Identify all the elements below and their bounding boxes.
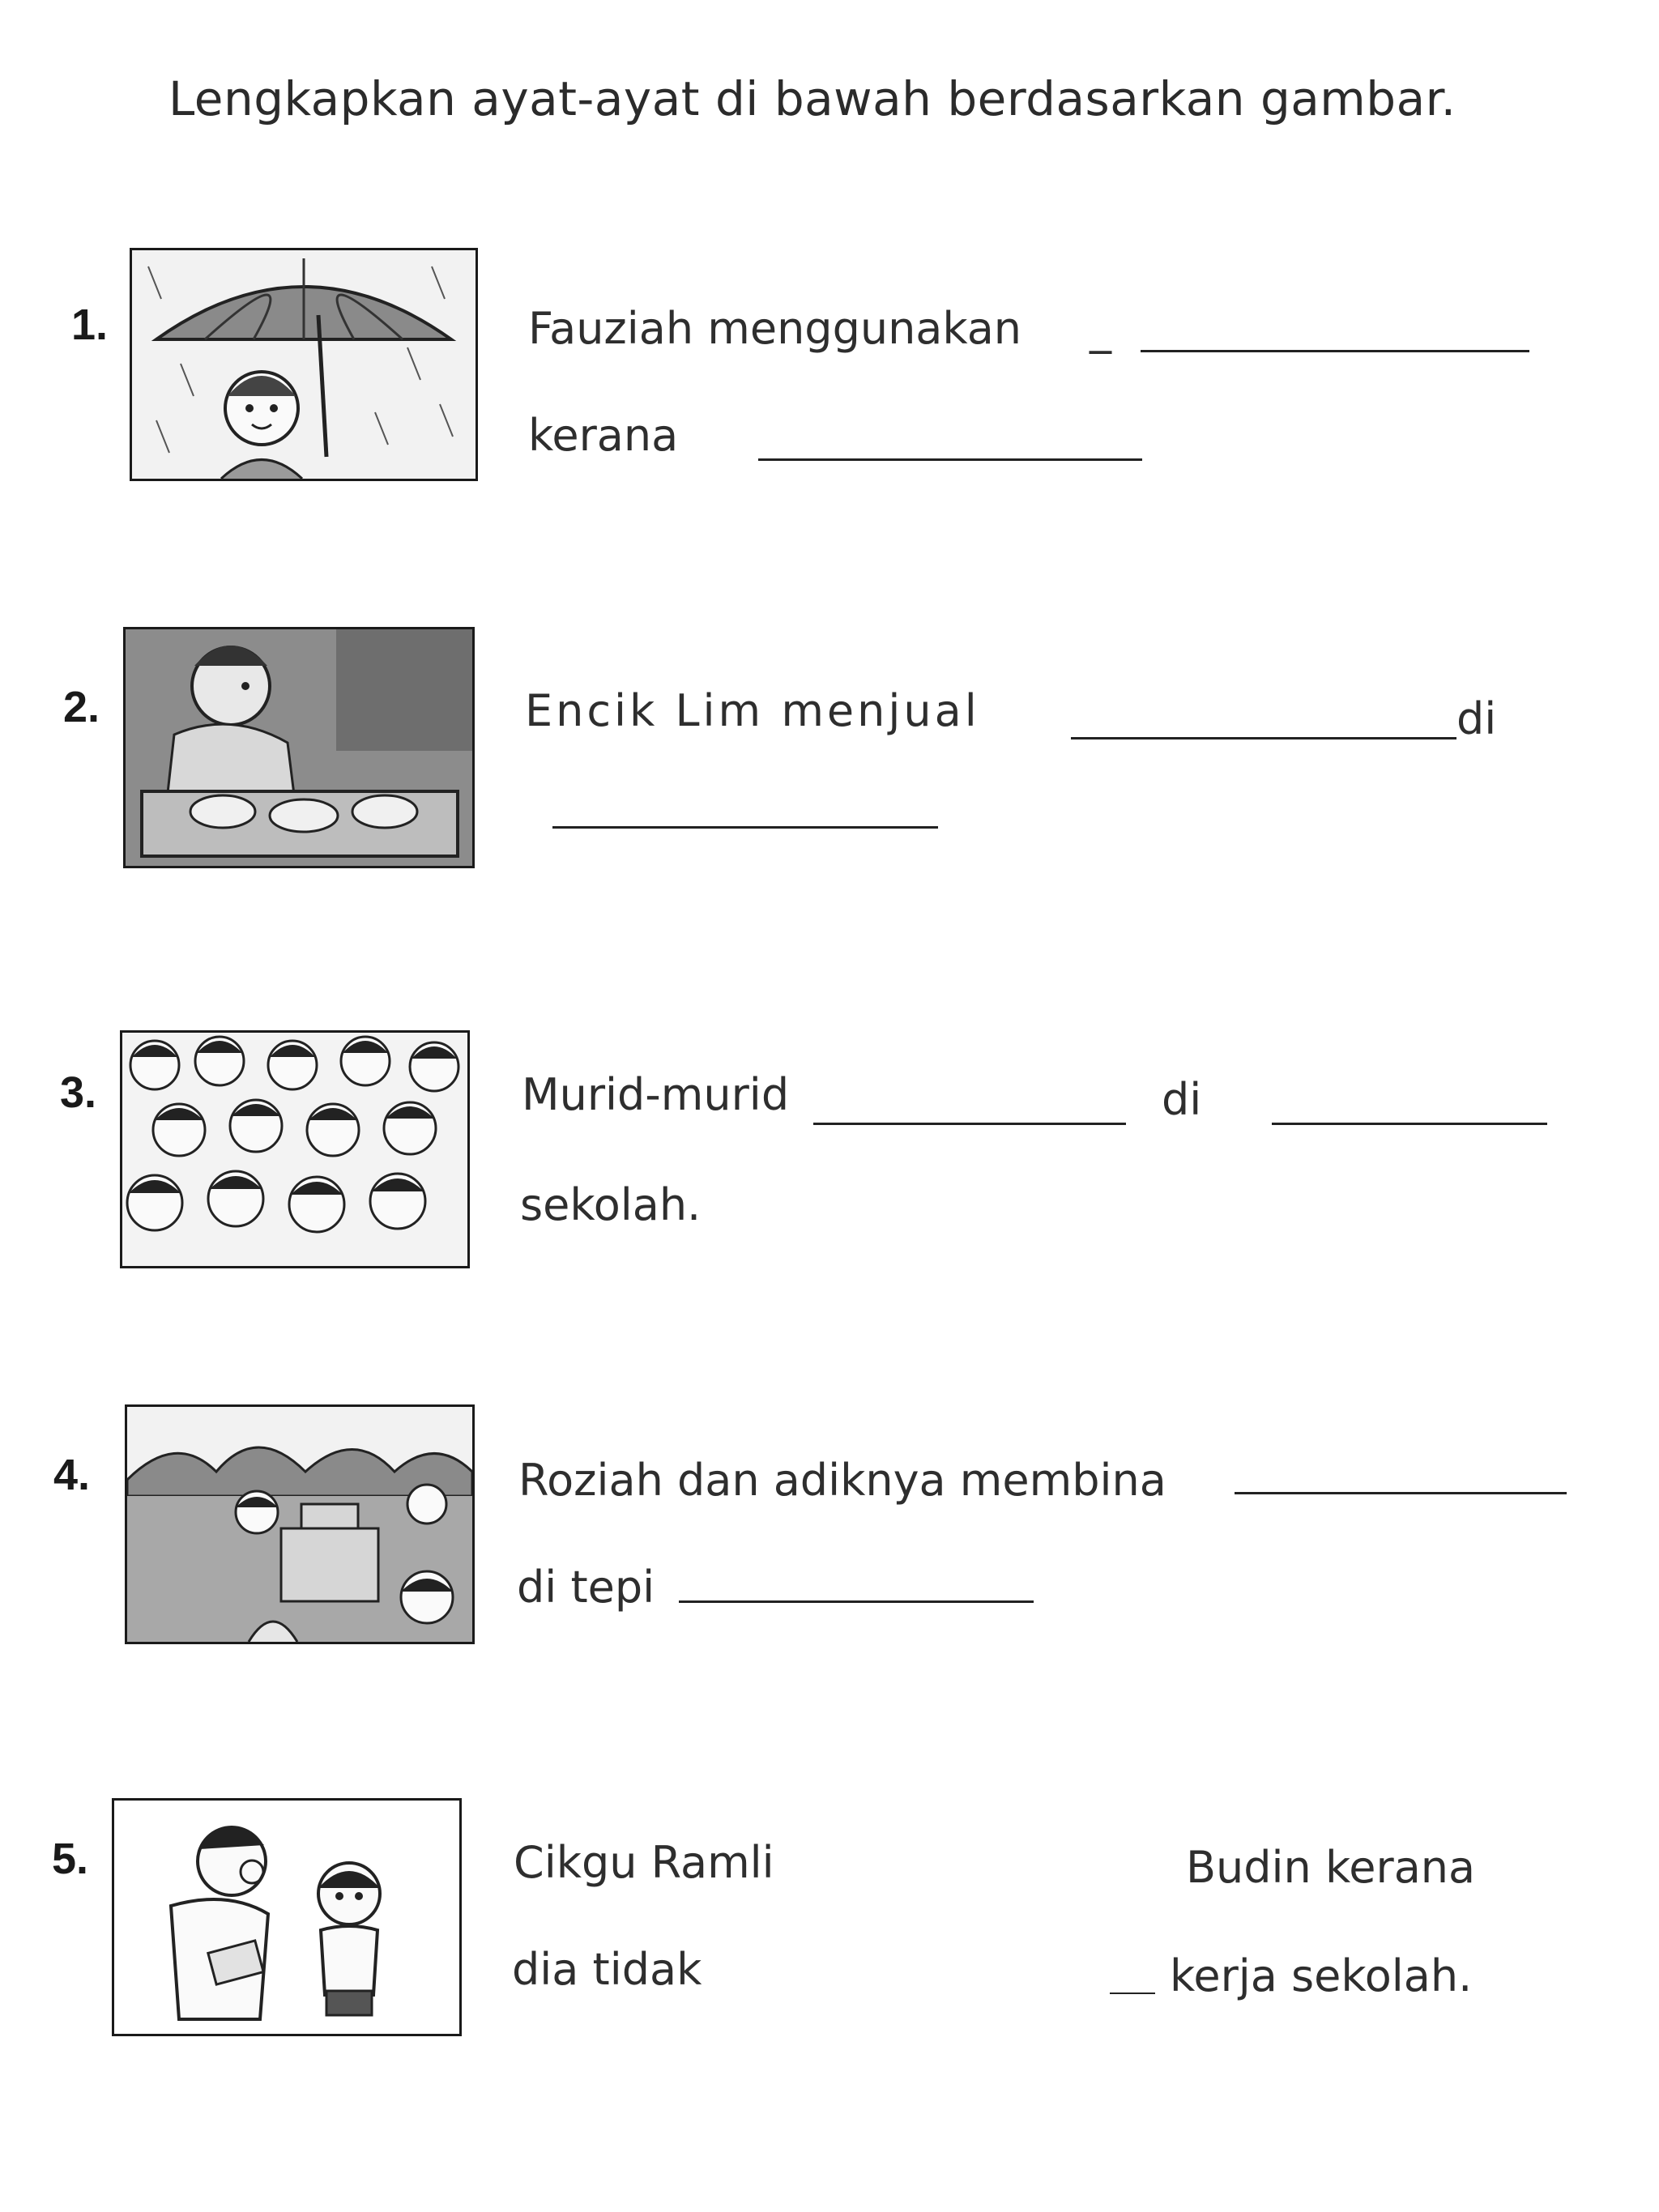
q2-text-part1: Encik Lim menjual — [525, 685, 980, 736]
students-crowd-picture — [120, 1030, 470, 1268]
answer-blank[interactable] — [1272, 1123, 1547, 1125]
q4-text-part2: di tepi — [517, 1562, 655, 1613]
answer-blank[interactable] — [1235, 1492, 1567, 1494]
q2-text-part2: di — [1456, 693, 1497, 744]
chicken-seller-picture — [123, 627, 475, 868]
answer-blank[interactable] — [552, 826, 938, 829]
q5-text-part2: Budin kerana — [1186, 1842, 1476, 1893]
q5-text-part1: Cikgu Ramli — [514, 1837, 774, 1888]
question-number: 4. — [53, 1451, 91, 1499]
answer-blank[interactable] — [758, 458, 1142, 461]
q3-text-part2: di — [1162, 1074, 1202, 1125]
umbrella-girl-picture — [130, 248, 478, 481]
sandcastle-picture — [125, 1404, 475, 1644]
q3-text-part3: sekolah. — [520, 1179, 702, 1230]
question-number: 2. — [63, 683, 100, 731]
answer-blank[interactable] — [679, 1600, 1034, 1603]
market-seller-icon — [126, 629, 472, 866]
question-number: 5. — [52, 1835, 89, 1883]
q5-text-part4: kerja sekolah. — [1170, 1950, 1473, 2001]
q1-text-part2: kerana — [528, 410, 679, 461]
children-sandcastle-icon — [127, 1407, 472, 1642]
teacher-boy-picture — [112, 1798, 462, 2036]
question-number: 3. — [60, 1068, 97, 1117]
q1-text-part1: Fauziah menggunakan — [528, 303, 1022, 354]
crowd-of-students-icon — [122, 1033, 467, 1266]
answer-blank[interactable] — [1110, 1993, 1155, 1994]
q5-text-part3: dia tidak — [512, 1944, 702, 1995]
teacher-scolding-boy-icon — [114, 1801, 459, 2034]
answer-blank[interactable] — [1071, 737, 1456, 739]
girl-umbrella-icon — [132, 250, 476, 479]
q3-text-part1: Murid-murid — [522, 1069, 790, 1120]
answer-blank[interactable] — [813, 1123, 1126, 1125]
q1-dash-mark: _ — [1090, 303, 1111, 354]
question-number: 1. — [71, 300, 109, 349]
instruction: Lengkapkan ayat-ayat di bawah berdasarkan gambar. — [168, 71, 1456, 126]
q4-text-part1: Roziah dan adiknya membina — [518, 1455, 1166, 1506]
answer-blank[interactable] — [1141, 350, 1529, 352]
